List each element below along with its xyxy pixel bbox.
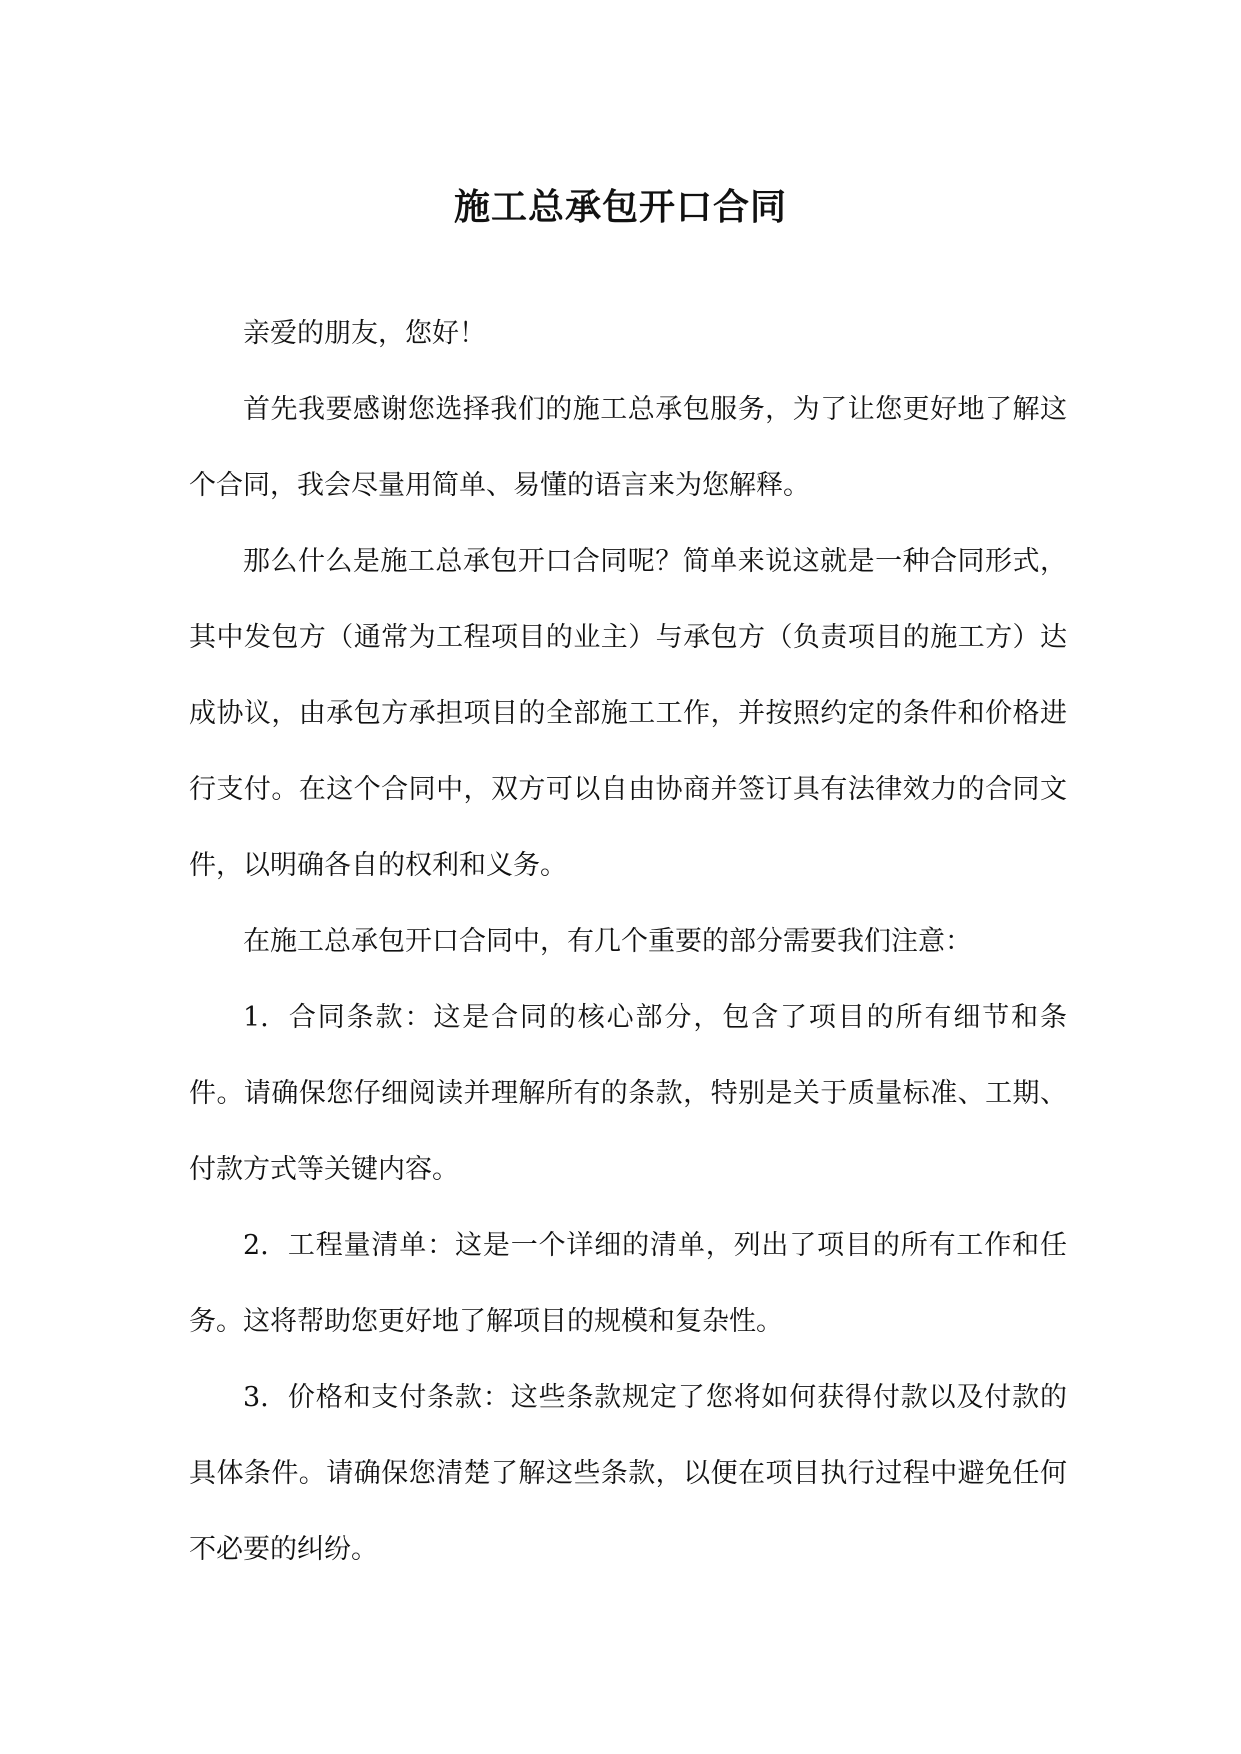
list-item-text: 工程量清单：这是一个详细的清单，列出了项目的所有工作和任务。这将帮助您更好地了解项目的规模和复杂性。 <box>189 1230 1067 1337</box>
document-title: 施工总承包开口合同 <box>453 186 787 228</box>
document-body <box>189 296 1067 1588</box>
list-item <box>189 1360 1067 1588</box>
list-item <box>189 980 1067 1208</box>
list-item-text: 合同条款：这是合同的核心部分，包含了项目的所有细节和条件。请确保您仔细阅读并理解所有的条款，特别是关于质量标准、工期、付款方式等关键内容。 <box>189 1002 1067 1185</box>
greeting-paragraph: 亲爱的朋友，您好！ <box>243 318 486 349</box>
definition-paragraph: 那么什么是施工总承包开口合同呢？简单来说这就是一种合同形式，其中发包方（通常为工程项目的业主）与承包方（负责项目的施工方）达成协议，由承包方承担项目的全部施工工作，并按照约定的条件和价格进行支付。在这个合同中，双方可以自由协商并签订具有法律效力的合同文件，以明确各自的权利和义务。 <box>189 546 1067 881</box>
list-item <box>189 1208 1067 1360</box>
list-item-number: 1. <box>243 1002 269 1033</box>
intro-paragraph: 首先我要感谢您选择我们的施工总承包服务，为了让您更好地了解这个合同，我会尽量用简单、易懂的语言来为您解释。 <box>189 394 1067 501</box>
list-item-number: 2. <box>243 1230 269 1261</box>
list-item-text: 价格和支付条款：这些条款规定了您将如何获得付款以及付款的具体条件。请确保您清楚了解这些条款，以便在项目执行过程中避免任何不必要的纠纷。 <box>189 1382 1067 1565</box>
notice-paragraph: 在施工总承包开口合同中，有几个重要的部分需要我们注意： <box>243 926 972 957</box>
list-item-number: 3. <box>243 1382 269 1413</box>
